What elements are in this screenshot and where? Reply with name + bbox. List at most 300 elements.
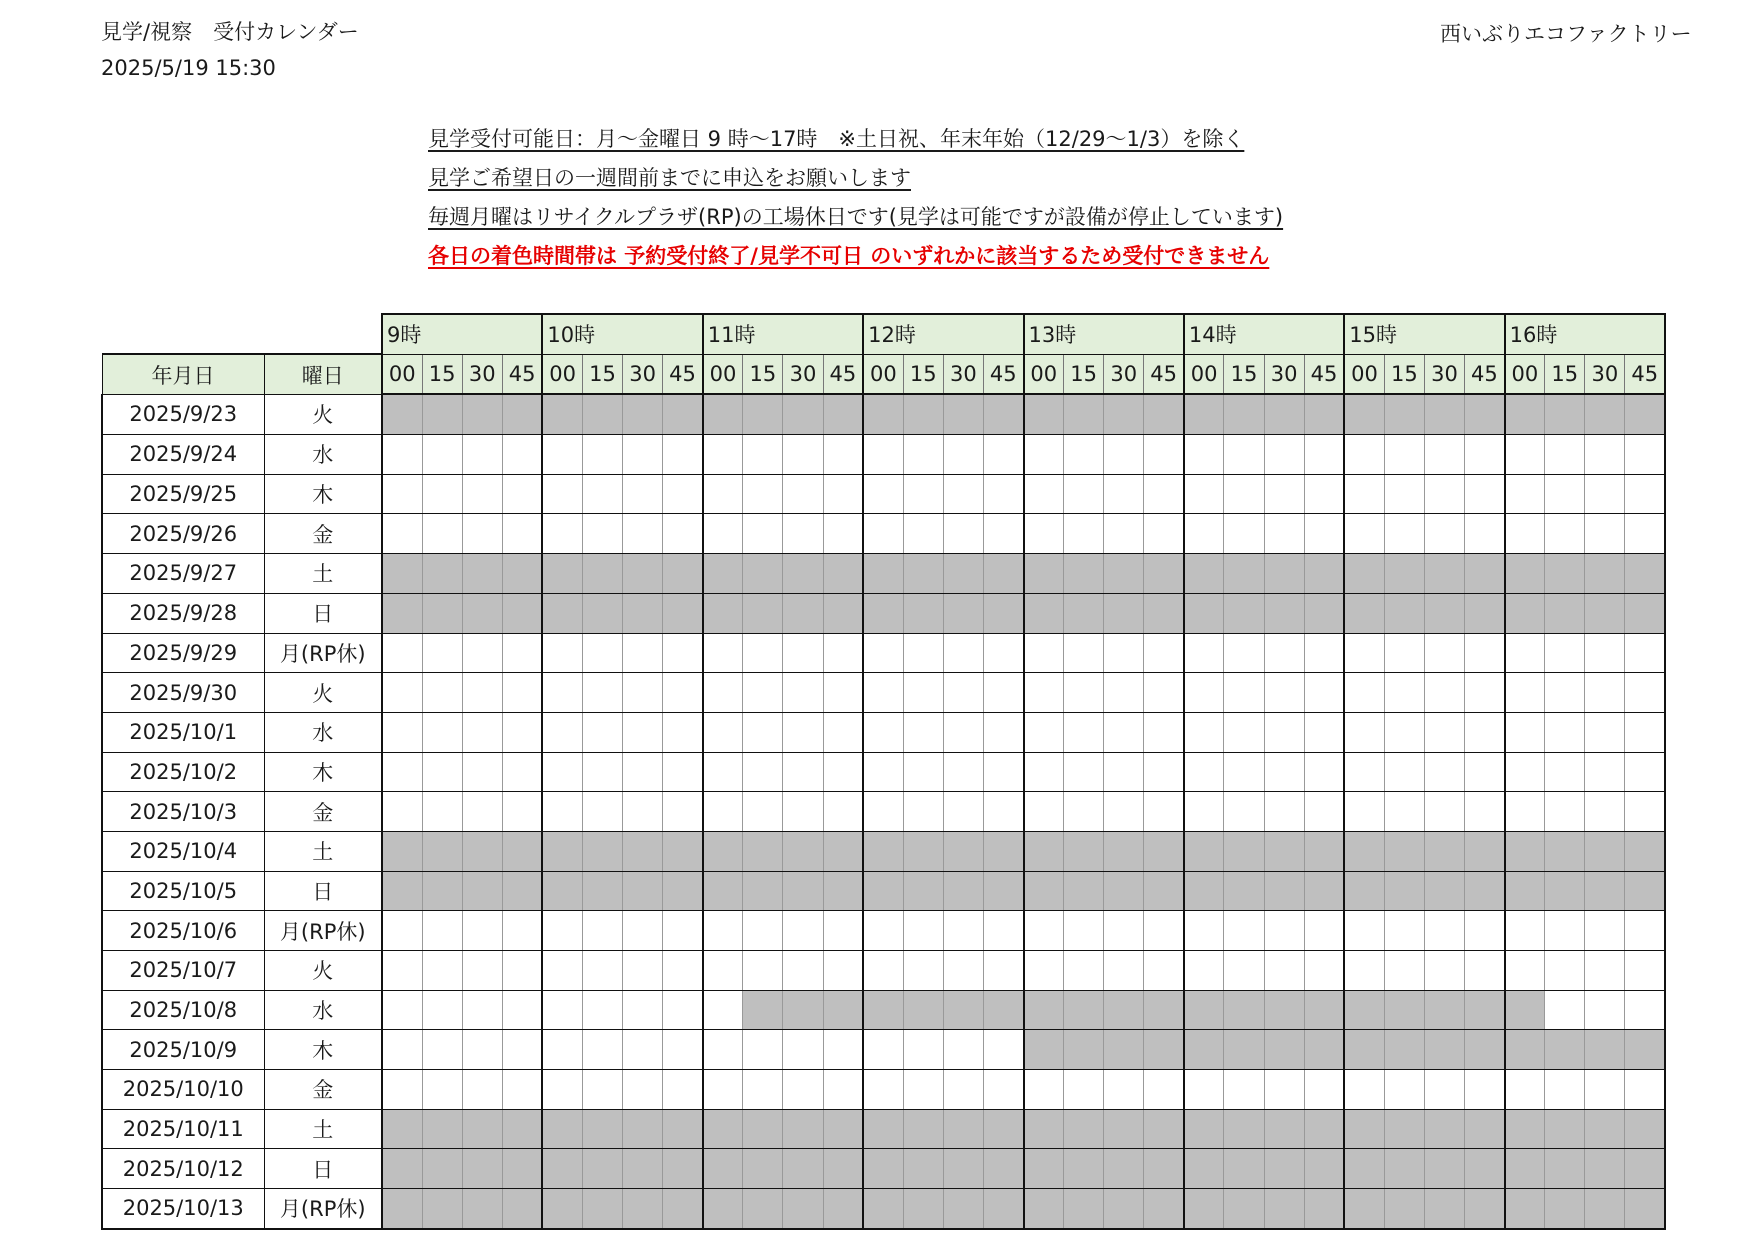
time-slot-available[interactable] xyxy=(1224,633,1264,673)
time-slot-available[interactable] xyxy=(1505,435,1545,475)
time-slot-available[interactable] xyxy=(1344,633,1384,673)
time-slot-available[interactable] xyxy=(703,435,743,475)
time-slot-available[interactable] xyxy=(703,712,743,752)
time-slot-available[interactable] xyxy=(1545,792,1585,832)
time-slot-available[interactable] xyxy=(783,911,823,951)
time-slot-available[interactable] xyxy=(1304,951,1344,991)
time-slot-available[interactable] xyxy=(1304,673,1344,713)
time-slot-available[interactable] xyxy=(582,474,622,514)
time-slot-available[interactable] xyxy=(1264,911,1304,951)
time-slot-available[interactable] xyxy=(983,911,1023,951)
time-slot-available[interactable] xyxy=(823,514,863,554)
time-slot-available[interactable] xyxy=(1344,435,1384,475)
time-slot-available[interactable] xyxy=(1625,712,1665,752)
time-slot-available[interactable] xyxy=(663,752,703,792)
time-slot-available[interactable] xyxy=(502,633,542,673)
time-slot-available[interactable] xyxy=(1545,435,1585,475)
time-slot-available[interactable] xyxy=(663,673,703,713)
time-slot-available[interactable] xyxy=(1304,911,1344,951)
time-slot-available[interactable] xyxy=(1424,1070,1464,1110)
time-slot-available[interactable] xyxy=(1465,514,1505,554)
time-slot-available[interactable] xyxy=(623,673,663,713)
time-slot-available[interactable] xyxy=(582,514,622,554)
time-slot-available[interactable] xyxy=(1505,673,1545,713)
time-slot-available[interactable] xyxy=(1625,474,1665,514)
time-slot-available[interactable] xyxy=(743,752,783,792)
time-slot-available[interactable] xyxy=(1024,951,1064,991)
time-slot-available[interactable] xyxy=(943,712,983,752)
time-slot-available[interactable] xyxy=(823,673,863,713)
time-slot-available[interactable] xyxy=(1104,712,1144,752)
time-slot-available[interactable] xyxy=(903,752,943,792)
time-slot-available[interactable] xyxy=(1144,752,1184,792)
time-slot-available[interactable] xyxy=(743,1070,783,1110)
time-slot-available[interactable] xyxy=(983,792,1023,832)
time-slot-available[interactable] xyxy=(983,951,1023,991)
time-slot-available[interactable] xyxy=(743,1030,783,1070)
time-slot-available[interactable] xyxy=(623,951,663,991)
time-slot-available[interactable] xyxy=(1424,673,1464,713)
time-slot-available[interactable] xyxy=(582,911,622,951)
time-slot-available[interactable] xyxy=(1224,673,1264,713)
time-slot-available[interactable] xyxy=(1104,911,1144,951)
time-slot-available[interactable] xyxy=(943,951,983,991)
time-slot-available[interactable] xyxy=(502,951,542,991)
time-slot-available[interactable] xyxy=(863,435,903,475)
time-slot-available[interactable] xyxy=(1384,633,1424,673)
time-slot-available[interactable] xyxy=(1064,792,1104,832)
time-slot-available[interactable] xyxy=(1144,792,1184,832)
time-slot-available[interactable] xyxy=(1184,911,1224,951)
time-slot-available[interactable] xyxy=(462,911,502,951)
time-slot-available[interactable] xyxy=(943,474,983,514)
time-slot-available[interactable] xyxy=(903,712,943,752)
time-slot-available[interactable] xyxy=(1545,474,1585,514)
time-slot-available[interactable] xyxy=(462,474,502,514)
time-slot-available[interactable] xyxy=(422,792,462,832)
time-slot-available[interactable] xyxy=(703,911,743,951)
time-slot-available[interactable] xyxy=(1144,514,1184,554)
time-slot-available[interactable] xyxy=(382,633,422,673)
time-slot-available[interactable] xyxy=(783,1070,823,1110)
time-slot-available[interactable] xyxy=(1104,1070,1144,1110)
time-slot-available[interactable] xyxy=(542,752,582,792)
time-slot-available[interactable] xyxy=(1304,792,1344,832)
time-slot-available[interactable] xyxy=(1545,633,1585,673)
time-slot-available[interactable] xyxy=(462,792,502,832)
time-slot-available[interactable] xyxy=(1424,792,1464,832)
time-slot-available[interactable] xyxy=(502,752,542,792)
time-slot-available[interactable] xyxy=(502,514,542,554)
time-slot-available[interactable] xyxy=(1024,435,1064,475)
time-slot-available[interactable] xyxy=(783,712,823,752)
time-slot-available[interactable] xyxy=(703,752,743,792)
time-slot-available[interactable] xyxy=(943,792,983,832)
time-slot-available[interactable] xyxy=(1465,792,1505,832)
time-slot-available[interactable] xyxy=(623,752,663,792)
time-slot-available[interactable] xyxy=(1144,712,1184,752)
time-slot-available[interactable] xyxy=(542,1070,582,1110)
time-slot-available[interactable] xyxy=(1264,514,1304,554)
time-slot-available[interactable] xyxy=(422,712,462,752)
time-slot-available[interactable] xyxy=(823,1030,863,1070)
time-slot-available[interactable] xyxy=(783,951,823,991)
time-slot-available[interactable] xyxy=(943,673,983,713)
time-slot-available[interactable] xyxy=(783,514,823,554)
time-slot-available[interactable] xyxy=(1024,633,1064,673)
time-slot-available[interactable] xyxy=(1585,712,1625,752)
time-slot-available[interactable] xyxy=(623,474,663,514)
time-slot-available[interactable] xyxy=(422,673,462,713)
time-slot-available[interactable] xyxy=(502,474,542,514)
time-slot-available[interactable] xyxy=(382,951,422,991)
time-slot-available[interactable] xyxy=(983,474,1023,514)
time-slot-available[interactable] xyxy=(1344,951,1384,991)
time-slot-available[interactable] xyxy=(1104,514,1144,554)
time-slot-available[interactable] xyxy=(1505,792,1545,832)
time-slot-available[interactable] xyxy=(743,514,783,554)
time-slot-available[interactable] xyxy=(542,712,582,752)
time-slot-available[interactable] xyxy=(703,673,743,713)
time-slot-available[interactable] xyxy=(1585,752,1625,792)
time-slot-available[interactable] xyxy=(1344,792,1384,832)
time-slot-available[interactable] xyxy=(1104,673,1144,713)
time-slot-available[interactable] xyxy=(783,673,823,713)
time-slot-available[interactable] xyxy=(1384,435,1424,475)
time-slot-available[interactable] xyxy=(502,435,542,475)
time-slot-available[interactable] xyxy=(1224,514,1264,554)
time-slot-available[interactable] xyxy=(1384,752,1424,792)
time-slot-available[interactable] xyxy=(1264,951,1304,991)
time-slot-available[interactable] xyxy=(983,1070,1023,1110)
time-slot-available[interactable] xyxy=(623,911,663,951)
time-slot-available[interactable] xyxy=(1465,673,1505,713)
time-slot-available[interactable] xyxy=(422,1070,462,1110)
time-slot-available[interactable] xyxy=(863,1030,903,1070)
time-slot-available[interactable] xyxy=(1465,474,1505,514)
time-slot-available[interactable] xyxy=(1384,673,1424,713)
time-slot-available[interactable] xyxy=(943,633,983,673)
time-slot-available[interactable] xyxy=(1304,514,1344,554)
time-slot-available[interactable] xyxy=(943,435,983,475)
time-slot-available[interactable] xyxy=(1545,911,1585,951)
time-slot-available[interactable] xyxy=(1545,673,1585,713)
time-slot-available[interactable] xyxy=(1424,752,1464,792)
time-slot-available[interactable] xyxy=(1144,633,1184,673)
time-slot-available[interactable] xyxy=(1224,1070,1264,1110)
time-slot-available[interactable] xyxy=(783,792,823,832)
time-slot-available[interactable] xyxy=(1625,990,1665,1030)
time-slot-available[interactable] xyxy=(582,712,622,752)
time-slot-available[interactable] xyxy=(943,1030,983,1070)
time-slot-available[interactable] xyxy=(1344,474,1384,514)
time-slot-available[interactable] xyxy=(823,911,863,951)
time-slot-available[interactable] xyxy=(703,1030,743,1070)
time-slot-available[interactable] xyxy=(983,633,1023,673)
time-slot-available[interactable] xyxy=(1144,673,1184,713)
time-slot-available[interactable] xyxy=(1545,712,1585,752)
time-slot-available[interactable] xyxy=(863,1070,903,1110)
time-slot-available[interactable] xyxy=(623,792,663,832)
time-slot-available[interactable] xyxy=(1505,752,1545,792)
time-slot-available[interactable] xyxy=(1064,633,1104,673)
time-slot-available[interactable] xyxy=(1505,951,1545,991)
time-slot-available[interactable] xyxy=(1064,514,1104,554)
time-slot-available[interactable] xyxy=(1465,633,1505,673)
time-slot-available[interactable] xyxy=(422,474,462,514)
time-slot-available[interactable] xyxy=(1064,911,1104,951)
time-slot-available[interactable] xyxy=(1144,1070,1184,1110)
time-slot-available[interactable] xyxy=(582,752,622,792)
time-slot-available[interactable] xyxy=(743,911,783,951)
time-slot-available[interactable] xyxy=(422,435,462,475)
time-slot-available[interactable] xyxy=(1064,712,1104,752)
time-slot-available[interactable] xyxy=(623,712,663,752)
time-slot-available[interactable] xyxy=(1465,712,1505,752)
time-slot-available[interactable] xyxy=(943,514,983,554)
time-slot-available[interactable] xyxy=(663,435,703,475)
time-slot-available[interactable] xyxy=(382,712,422,752)
time-slot-available[interactable] xyxy=(462,712,502,752)
time-slot-available[interactable] xyxy=(582,792,622,832)
time-slot-available[interactable] xyxy=(1505,514,1545,554)
time-slot-available[interactable] xyxy=(1224,911,1264,951)
time-slot-available[interactable] xyxy=(422,752,462,792)
time-slot-available[interactable] xyxy=(903,911,943,951)
time-slot-available[interactable] xyxy=(1184,633,1224,673)
time-slot-available[interactable] xyxy=(462,951,502,991)
time-slot-available[interactable] xyxy=(1585,514,1625,554)
time-slot-available[interactable] xyxy=(1465,951,1505,991)
time-slot-available[interactable] xyxy=(983,435,1023,475)
time-slot-available[interactable] xyxy=(1465,752,1505,792)
time-slot-available[interactable] xyxy=(542,474,582,514)
time-slot-available[interactable] xyxy=(1585,990,1625,1030)
time-slot-available[interactable] xyxy=(462,514,502,554)
time-slot-available[interactable] xyxy=(1184,792,1224,832)
time-slot-available[interactable] xyxy=(1264,752,1304,792)
time-slot-available[interactable] xyxy=(542,514,582,554)
time-slot-available[interactable] xyxy=(703,1070,743,1110)
time-slot-available[interactable] xyxy=(1064,435,1104,475)
time-slot-available[interactable] xyxy=(1224,752,1264,792)
time-slot-available[interactable] xyxy=(1104,752,1144,792)
time-slot-available[interactable] xyxy=(1184,752,1224,792)
time-slot-available[interactable] xyxy=(703,792,743,832)
time-slot-available[interactable] xyxy=(422,911,462,951)
time-slot-available[interactable] xyxy=(1344,1070,1384,1110)
time-slot-available[interactable] xyxy=(1104,435,1144,475)
time-slot-available[interactable] xyxy=(1024,474,1064,514)
time-slot-available[interactable] xyxy=(983,514,1023,554)
time-slot-available[interactable] xyxy=(462,673,502,713)
time-slot-available[interactable] xyxy=(542,990,582,1030)
time-slot-available[interactable] xyxy=(663,990,703,1030)
time-slot-available[interactable] xyxy=(663,1070,703,1110)
time-slot-available[interactable] xyxy=(582,633,622,673)
time-slot-available[interactable] xyxy=(1585,673,1625,713)
time-slot-available[interactable] xyxy=(663,514,703,554)
time-slot-available[interactable] xyxy=(863,752,903,792)
time-slot-available[interactable] xyxy=(1505,474,1545,514)
time-slot-available[interactable] xyxy=(1424,514,1464,554)
time-slot-available[interactable] xyxy=(623,514,663,554)
time-slot-available[interactable] xyxy=(1264,1070,1304,1110)
time-slot-available[interactable] xyxy=(1024,1070,1064,1110)
time-slot-available[interactable] xyxy=(582,1070,622,1110)
time-slot-available[interactable] xyxy=(903,514,943,554)
time-slot-available[interactable] xyxy=(743,712,783,752)
time-slot-available[interactable] xyxy=(542,633,582,673)
time-slot-available[interactable] xyxy=(1505,1070,1545,1110)
time-slot-available[interactable] xyxy=(542,673,582,713)
time-slot-available[interactable] xyxy=(1144,911,1184,951)
time-slot-available[interactable] xyxy=(823,752,863,792)
time-slot-available[interactable] xyxy=(663,911,703,951)
time-slot-available[interactable] xyxy=(1064,951,1104,991)
time-slot-available[interactable] xyxy=(1625,911,1665,951)
time-slot-available[interactable] xyxy=(1104,951,1144,991)
time-slot-available[interactable] xyxy=(1625,514,1665,554)
time-slot-available[interactable] xyxy=(863,673,903,713)
time-slot-available[interactable] xyxy=(1184,951,1224,991)
time-slot-available[interactable] xyxy=(1424,911,1464,951)
time-slot-available[interactable] xyxy=(582,990,622,1030)
time-slot-available[interactable] xyxy=(422,951,462,991)
time-slot-available[interactable] xyxy=(743,673,783,713)
time-slot-available[interactable] xyxy=(1585,792,1625,832)
time-slot-available[interactable] xyxy=(903,1030,943,1070)
time-slot-available[interactable] xyxy=(863,474,903,514)
time-slot-available[interactable] xyxy=(1304,474,1344,514)
time-slot-available[interactable] xyxy=(743,951,783,991)
time-slot-available[interactable] xyxy=(1024,514,1064,554)
time-slot-available[interactable] xyxy=(863,633,903,673)
time-slot-available[interactable] xyxy=(1264,435,1304,475)
time-slot-available[interactable] xyxy=(382,1030,422,1070)
time-slot-available[interactable] xyxy=(663,633,703,673)
time-slot-available[interactable] xyxy=(1384,514,1424,554)
time-slot-available[interactable] xyxy=(743,474,783,514)
time-slot-available[interactable] xyxy=(1024,792,1064,832)
time-slot-available[interactable] xyxy=(582,435,622,475)
time-slot-available[interactable] xyxy=(703,474,743,514)
time-slot-available[interactable] xyxy=(542,951,582,991)
time-slot-available[interactable] xyxy=(1024,673,1064,713)
time-slot-available[interactable] xyxy=(903,792,943,832)
time-slot-available[interactable] xyxy=(743,792,783,832)
time-slot-available[interactable] xyxy=(1144,951,1184,991)
time-slot-available[interactable] xyxy=(1545,951,1585,991)
time-slot-available[interactable] xyxy=(1545,990,1585,1030)
time-slot-available[interactable] xyxy=(783,435,823,475)
time-slot-available[interactable] xyxy=(1304,435,1344,475)
time-slot-available[interactable] xyxy=(382,1070,422,1110)
time-slot-available[interactable] xyxy=(943,1070,983,1110)
time-slot-available[interactable] xyxy=(1384,1070,1424,1110)
time-slot-available[interactable] xyxy=(1264,673,1304,713)
time-slot-available[interactable] xyxy=(823,474,863,514)
time-slot-available[interactable] xyxy=(663,712,703,752)
time-slot-available[interactable] xyxy=(903,435,943,475)
time-slot-available[interactable] xyxy=(1625,951,1665,991)
time-slot-available[interactable] xyxy=(1224,792,1264,832)
time-slot-available[interactable] xyxy=(1585,474,1625,514)
time-slot-available[interactable] xyxy=(1104,633,1144,673)
time-slot-available[interactable] xyxy=(1184,712,1224,752)
time-slot-available[interactable] xyxy=(1424,435,1464,475)
time-slot-available[interactable] xyxy=(1424,474,1464,514)
time-slot-available[interactable] xyxy=(823,633,863,673)
time-slot-available[interactable] xyxy=(1625,1070,1665,1110)
time-slot-available[interactable] xyxy=(1384,474,1424,514)
time-slot-available[interactable] xyxy=(903,633,943,673)
time-slot-available[interactable] xyxy=(1465,435,1505,475)
time-slot-available[interactable] xyxy=(1184,435,1224,475)
time-slot-available[interactable] xyxy=(1144,474,1184,514)
time-slot-available[interactable] xyxy=(663,792,703,832)
time-slot-available[interactable] xyxy=(502,1070,542,1110)
time-slot-available[interactable] xyxy=(783,1030,823,1070)
time-slot-available[interactable] xyxy=(1545,514,1585,554)
time-slot-available[interactable] xyxy=(1064,474,1104,514)
time-slot-available[interactable] xyxy=(1344,514,1384,554)
time-slot-available[interactable] xyxy=(462,435,502,475)
time-slot-available[interactable] xyxy=(1184,474,1224,514)
time-slot-available[interactable] xyxy=(422,633,462,673)
time-slot-available[interactable] xyxy=(1424,951,1464,991)
time-slot-available[interactable] xyxy=(983,1030,1023,1070)
time-slot-available[interactable] xyxy=(1625,633,1665,673)
time-slot-available[interactable] xyxy=(1224,712,1264,752)
time-slot-available[interactable] xyxy=(1064,1070,1104,1110)
time-slot-available[interactable] xyxy=(382,435,422,475)
time-slot-available[interactable] xyxy=(422,514,462,554)
time-slot-available[interactable] xyxy=(1384,792,1424,832)
time-slot-available[interactable] xyxy=(1465,911,1505,951)
time-slot-available[interactable] xyxy=(823,712,863,752)
time-slot-available[interactable] xyxy=(1344,673,1384,713)
time-slot-available[interactable] xyxy=(1505,712,1545,752)
time-slot-available[interactable] xyxy=(703,951,743,991)
time-slot-available[interactable] xyxy=(462,633,502,673)
time-slot-available[interactable] xyxy=(1545,1070,1585,1110)
time-slot-available[interactable] xyxy=(502,673,542,713)
time-slot-available[interactable] xyxy=(1184,514,1224,554)
time-slot-available[interactable] xyxy=(422,1030,462,1070)
time-slot-available[interactable] xyxy=(1384,712,1424,752)
time-slot-available[interactable] xyxy=(983,712,1023,752)
time-slot-available[interactable] xyxy=(863,792,903,832)
time-slot-available[interactable] xyxy=(1625,435,1665,475)
time-slot-available[interactable] xyxy=(823,435,863,475)
time-slot-available[interactable] xyxy=(502,792,542,832)
time-slot-available[interactable] xyxy=(382,474,422,514)
time-slot-available[interactable] xyxy=(1024,752,1064,792)
time-slot-available[interactable] xyxy=(1304,712,1344,752)
time-slot-available[interactable] xyxy=(703,990,743,1030)
time-slot-available[interactable] xyxy=(1344,712,1384,752)
time-slot-available[interactable] xyxy=(623,435,663,475)
time-slot-available[interactable] xyxy=(1625,673,1665,713)
time-slot-available[interactable] xyxy=(863,951,903,991)
time-slot-available[interactable] xyxy=(1264,633,1304,673)
time-slot-available[interactable] xyxy=(903,1070,943,1110)
time-slot-available[interactable] xyxy=(943,752,983,792)
time-slot-available[interactable] xyxy=(1384,951,1424,991)
time-slot-available[interactable] xyxy=(783,474,823,514)
time-slot-available[interactable] xyxy=(863,514,903,554)
